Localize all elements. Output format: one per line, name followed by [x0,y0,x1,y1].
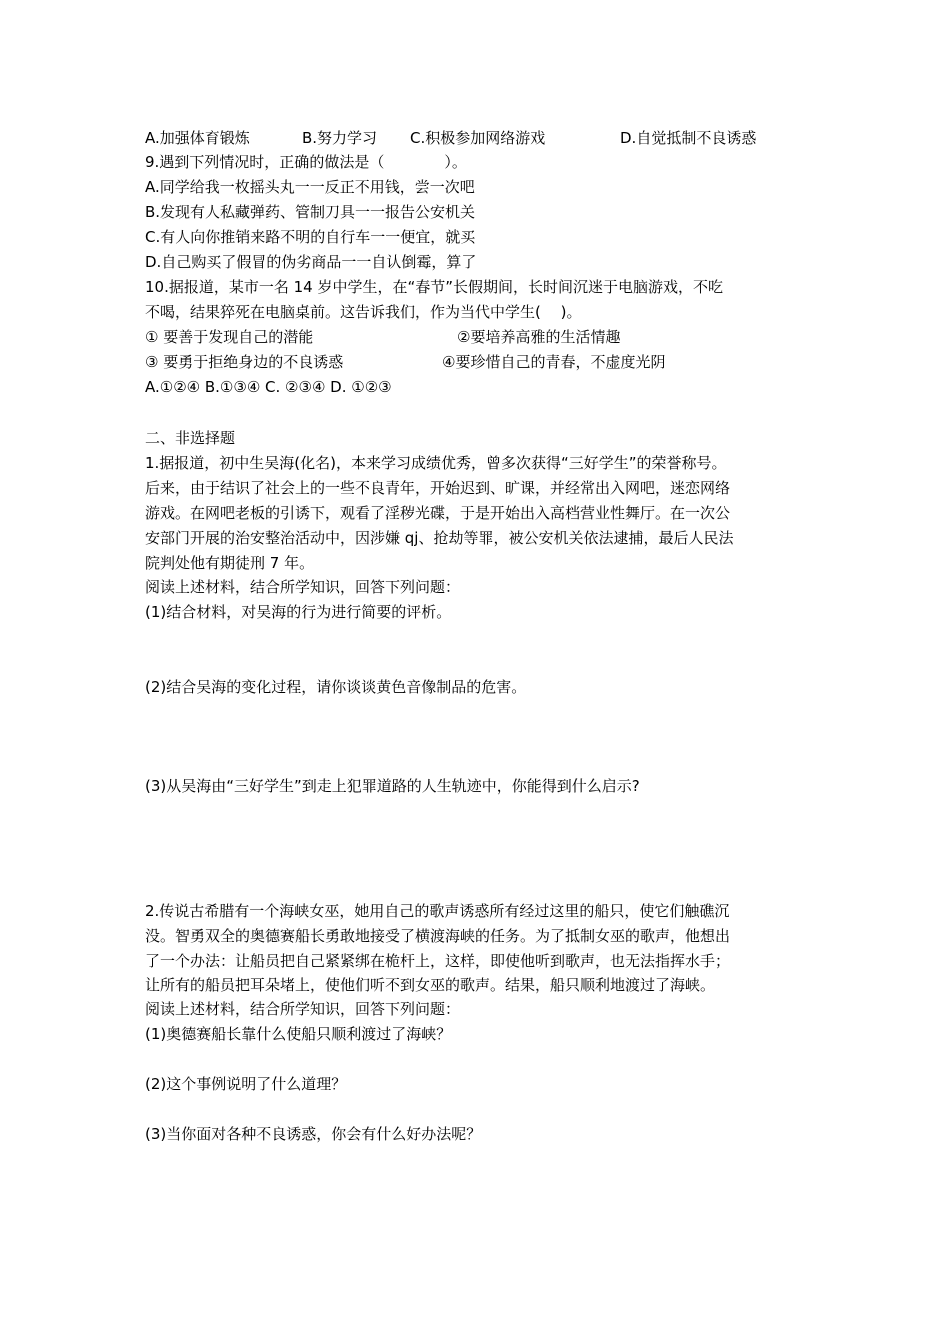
passage1-line3: 游戏。在网吧老板的引诱下，观看了淫秽光碟，于是开始出入高档营业性舞厅。在一次公 [145,504,731,522]
q9-option-c: C.有人向你推销来路不明的自行车一一便宜，就买 [145,228,476,246]
q9-option-d: D.自己购买了假冒的伪劣商品一一自认倒霉，算了 [145,253,477,271]
passage1-line4: 安部门开展的治安整治活动中，因涉嫌 qj、抢劫等罪，被公安机关依法逮捕，最后人民法 [145,529,734,547]
passage2-line2: 没。智勇双全的奥德赛船长勇敢地接受了横渡海峡的任务。为了抵制女巫的歌声，他想出 [145,927,731,945]
q8-option-a: A.加强体育锻炼 [145,129,250,147]
passage1-line2: 后来，由于结识了社会上的一些不良青年，开始迟到、旷课，并经常出入网吧，迷恋网络 [145,479,731,497]
passage1-line1: 1.据报道，初中生吴海(化名)，本来学习成绩优秀，曾多次获得“三好学生”的荣誉称号。 [145,454,727,472]
q8-option-d: D.自觉抵制不良诱惑 [620,129,757,147]
q9-option-b: B.发现有人私藏弹药、管制刀具一一报告公安机关 [145,203,476,221]
passage2-line1: 2.传说古希腊有一个海峡女巫，她用自己的歌声诱惑所有经过这里的船只，使它们触礁沉 [145,902,730,920]
q9-option-a: A.同学给我一枚摇头丸一一反正不用钱，尝一次吧 [145,178,475,196]
q10-choices: A.①②④ B.①③④ C. ②③④ D. ①②③ [145,378,392,396]
q10-item-3: ③ 要勇于拒绝身边的不良诱惑 [145,353,344,371]
passage1-line5: 院判处他有期徒刑 7 年。 [145,554,315,572]
q10-item-2: ②要培养高雅的生活情趣 [457,328,621,346]
passage1-question-2: (2)结合吴海的变化过程，请你谈谈黄色音像制品的危害。 [145,678,527,696]
passage2-line3: 了一个办法：让船员把自己紧紧绑在桅杆上，这样，即使他听到歌声，也无法指挥水手； [145,952,731,970]
passage2-question-1: (1)奥德赛船长靠什么使船只顺利渡过了海峡？ [145,1025,452,1043]
q10-item-4: ④要珍惜自己的青春，不虚度光阴 [442,353,666,371]
q8-option-b: B.努力学习 [302,129,378,147]
passage2-instruction: 阅读上述材料，结合所学知识，回答下列问题： [145,1000,461,1018]
passage1-question-1: (1)结合材料，对吴海的行为进行简要的评析。 [145,603,452,621]
passage1-instruction: 阅读上述材料，结合所学知识，回答下列问题： [145,578,461,596]
passage1-question-3: (3)从吴海由“三好学生”到走上犯罪道路的人生轨迹中，你能得到什么启示? [145,777,640,795]
q10-stem-line1: 10.据报道，某市一名 14 岁中学生，在“春节”长假期间，长时间沉迷于电脑游戏，不吃 [145,278,724,296]
q9-stem: 9.遇到下列情况时，正确的做法是（ ）。 [145,153,467,171]
q10-stem-line2: 不喝，结果猝死在电脑桌前。这告诉我们，作为当代中学生( )。 [145,303,582,321]
q8-option-c: C.积极参加网络游戏 [410,129,546,147]
passage2-line4: 让所有的船员把耳朵堵上，使他们听不到女巫的歌声。结果，船只顺利地渡过了海峡。 [145,976,716,994]
passage2-question-3: (3)当你面对各种不良诱惑，你会有什么好办法呢？ [145,1125,482,1143]
passage2-question-2: (2)这个事例说明了什么道理？ [145,1075,347,1093]
section-heading: 二、非选择题 [145,429,236,447]
q10-item-1: ① 要善于发现自己的潜能 [145,328,314,346]
